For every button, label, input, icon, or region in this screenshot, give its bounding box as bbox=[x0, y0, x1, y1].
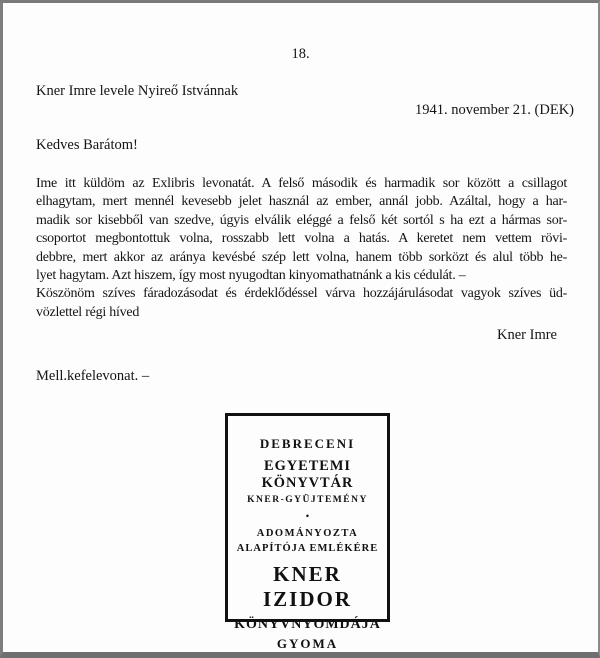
letter-heading: Kner Imre levele Nyireő Istvánnak bbox=[36, 83, 239, 99]
body-line-2: elhagytam, mert mennél kevesebb jelet használ az ember, annál jobb. Azáltal, hogy a har- bbox=[36, 194, 567, 210]
bookplate-line-alapitoja: ALAPÍTÓJA EMLÉKÉRE bbox=[236, 543, 379, 554]
letter-signature: Kner Imre bbox=[497, 327, 557, 343]
enclosure-note: Mell.kefelevonat. – bbox=[36, 368, 150, 384]
letter-body bbox=[36, 175, 567, 322]
body-line-3: madik sor kisebből van szedve, úgyis elválik eléggé a felső két sortól s ha ezt a hármas sor- bbox=[36, 212, 567, 228]
bookplate-line-gyoma: GYOMA bbox=[276, 636, 339, 651]
bookplate-dot-separator: • bbox=[305, 511, 310, 521]
body-line-8: vözlettel régi híved bbox=[36, 304, 140, 320]
exlibris-bookplate bbox=[225, 413, 390, 651]
body-line-5: debbre, mert akkor az aránya kevésbé szép lett volna, hanem több sorközt és alul több he- bbox=[36, 249, 567, 265]
bookplate-line-kner-izidor: KNER IZIDOR bbox=[262, 562, 353, 611]
body-line-4: csoportot megbontottuk volna, rosszabb lett volna a hatás. A keretet nem vettem rövi- bbox=[36, 231, 567, 247]
letter-date: 1941. november 21. (DEK) bbox=[414, 102, 574, 118]
bookplate-line-adomanyozta: ADOMÁNYOZTA bbox=[256, 528, 359, 539]
body-line-7: Köszönöm szíves fáradozásodat és érdeklődéssel várva hozzájárulásodat vagyok szíves üd- bbox=[36, 286, 567, 302]
body-line-1: Ime itt küldöm az Exlibris levonatát. A felső második és harmadik sor között a csillagot bbox=[36, 176, 567, 191]
bookplate-line-debreceni: DEBRECENI bbox=[259, 436, 356, 451]
bookplate-line-konyvnyomdaja: KÖNYVNYOMDÁJA bbox=[234, 617, 381, 632]
bookplate-line-egyetemi-konyvtar: EGYETEMI KÖNYVTÁR bbox=[261, 458, 354, 491]
body-line-6: lyet hagytam. Azt hiszem, így most nyugodtan kinyomathatnánk a kis cédulát. – bbox=[36, 268, 466, 284]
page-number: 18. bbox=[291, 46, 310, 62]
bookplate-line-kner-gyujtemeny: KNER-GYÜJTEMÉNY bbox=[247, 495, 368, 505]
letter-salutation: Kedves Barátom! bbox=[36, 137, 138, 153]
